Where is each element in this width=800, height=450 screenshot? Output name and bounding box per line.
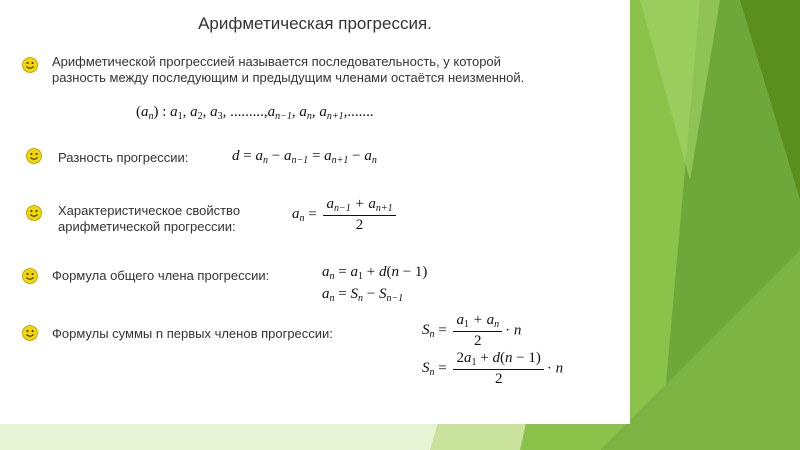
sum-formula-1: $S_n$ = $\frac{a_1 + a_n}{2}$ · n [422,312,522,349]
smiley-icon [22,57,38,73]
characteristic-formula: $a_n$ = $\frac{a_{n-1} + a_{n+1}}{2}$ [292,196,399,234]
slide-title: Арифметическая прогрессия. [198,14,432,33]
general-term-alt-formula: $a_n = S_n - S_{n-1}$ [322,286,404,304]
general-term-formula: $a_n = a_1 + d(n - 1)$ [322,264,428,282]
sum-label: Формулы суммы n первых членов прогрессии: [52,326,333,341]
characteristic-line-1: Характеристическое свойство [58,203,241,218]
difference-label: Разность прогрессии: [58,150,189,165]
definition-line-1: Арифметической прогрессией называется последовательность, у которой [52,54,501,69]
sequence-formula: $(a_n)$ : $a_1$, $a_2$, $a_3$, $.........,a_{n-1}$, $a_n$, $a_{n+1}$,....... [136,104,374,122]
smiley-icon [26,148,42,164]
difference-formula: $d = a_n - a_{n-1} = a_{n+1} - a_n$ [232,148,377,166]
sum-formula-2: $S_n$ = $\frac{2a_1 + d(n - 1)}{2}$ · n [422,350,564,387]
smiley-icon [22,325,38,341]
definition-line-2: разность между последующим и предыдущим членами остаётся неизменной. [52,70,525,85]
characteristic-line-2: арифметической прогрессии: [58,219,236,234]
smiley-icon [26,205,42,221]
general-term-label: Формула общего члена прогрессии: [52,268,270,283]
smiley-icon [22,268,38,284]
